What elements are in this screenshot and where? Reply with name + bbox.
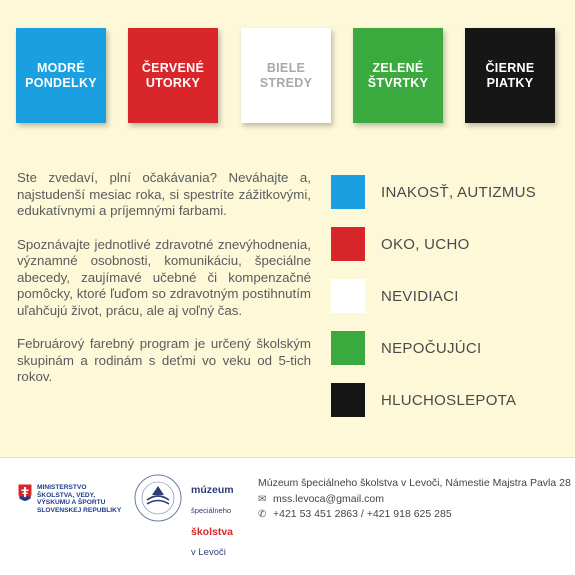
museum-name — [191, 474, 234, 569]
museum-phone — [258, 508, 452, 520]
legend-label-blue: INAKOSŤ, AUTIZMUS — [381, 184, 537, 201]
email-icon: ✉ — [258, 494, 267, 505]
museum-name-line-3: školstva — [191, 525, 234, 538]
intro-paragraph-1: Ste zvedaví, plní očakávania? Neváhajte a, najstudenší mesiac roka, si spestríte zážitkovými, edukatívnymi a príjemnými farbami. — [17, 170, 311, 218]
intro-paragraph-3: Februárový farebný program je určený školským skupinám a rodinám s deťmi vo veku od 5-tich rokov. — [17, 336, 311, 384]
legend-label-green: NEPOČUJÚCI — [381, 340, 482, 357]
museum-name-line-4: v Levoči — [191, 546, 226, 558]
day-tile-thursday: ZELENÉ ŠTVRTKY — [353, 28, 443, 123]
legend-swatch-red — [331, 227, 365, 261]
phone-icon: ✆ — [258, 509, 267, 520]
phone-text: +421 53 451 2863 / +421 918 625 285 — [273, 508, 452, 520]
intro-text — [17, 170, 311, 403]
legend-label-red: OKO, UCHO — [381, 236, 470, 253]
intro-paragraph-2: Spoznávajte jednotlivé zdravotné znevýhodnenia, významné osobnosti, komunikáciu, špeciálne abecedy, zaujímavé učebné či kompenzačné pomôcky, ktoré ľuďom so zdravotným postihnutím uľahčujú život, prácu, ale aj voľný čas. — [17, 236, 311, 318]
footer — [0, 457, 575, 575]
day-tile-tuesday: ČERVENÉ UTORKY — [128, 28, 218, 123]
legend-label-white: NEVIDIACI — [381, 288, 459, 305]
museum-address: Múzeum špeciálneho školstva v Levoči, Námestie Majstra Pavla 28 — [258, 477, 571, 489]
legend-swatch-blue — [331, 175, 365, 209]
email-text[interactable]: mss.levoca@gmail.com — [273, 493, 385, 505]
museum-name-line-2: špeciálneho — [191, 505, 232, 515]
day-tile-wednesday: BIELE STREDY — [241, 28, 331, 123]
day-tile-friday: ČIERNE PIATKY — [465, 28, 555, 123]
ministry-name: MINISTERSTVO ŠKOLSTVA, VEDY, VÝSKUMU A ŠPORTU SLOVENSKEJ REPUBLIKY — [37, 484, 122, 514]
day-tile-monday: MODRÉ PONDELKY — [16, 28, 106, 123]
museum-name-line-1: múzeum — [191, 483, 234, 496]
legend-label-black: HLUCHOSLEPOTA — [381, 392, 517, 409]
slovak-coat-of-arms-icon — [17, 483, 33, 502]
museum-email — [258, 493, 384, 505]
legend-swatch-black — [331, 383, 365, 417]
legend-swatch-green — [331, 331, 365, 365]
center-logo-icon — [133, 473, 183, 523]
legend-swatch-white — [331, 279, 365, 313]
